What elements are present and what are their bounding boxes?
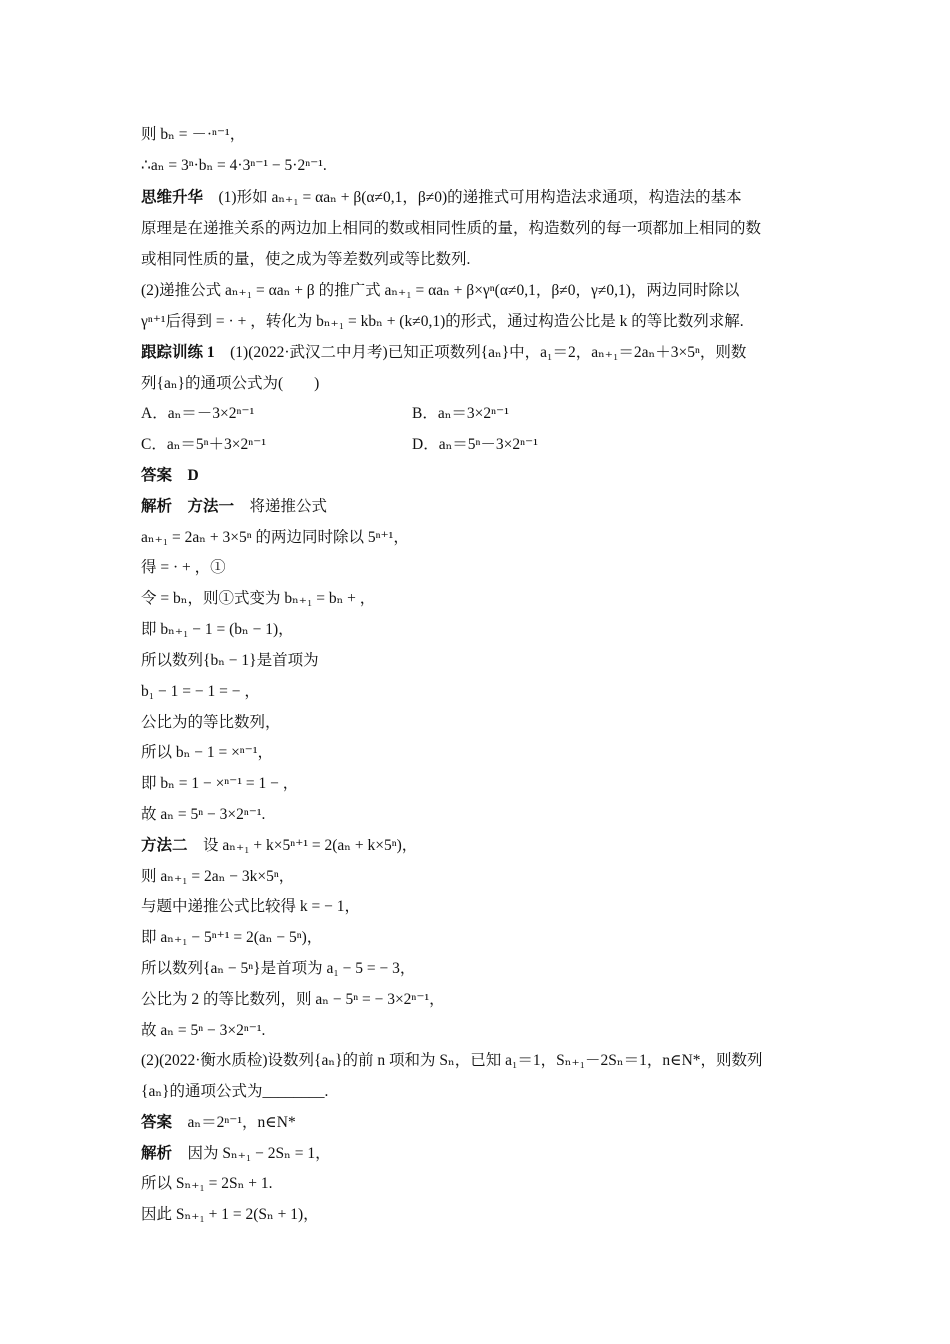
text-line: 则 aₙ₊₁ = 2aₙ − 3k×5ⁿ， <box>141 868 295 885</box>
option-c: C．aₙ＝5ⁿ＋3×2ⁿ⁻¹ <box>141 436 267 453</box>
text-line: 所以 Sₙ₊₁ = 2Sₙ + 1. <box>141 1175 273 1192</box>
analysis-line: 解析 因为 Sₙ₊₁ − 2Sₙ = 1， <box>141 1145 331 1162</box>
text-line: 故 aₙ = 5ⁿ − 3×2ⁿ⁻¹. <box>141 806 266 823</box>
text-line: 即 aₙ₊₁ − 5ⁿ⁺¹ = 2(aₙ − 5ⁿ)， <box>141 929 323 946</box>
text-line: 令 = bₙ，则①式变为 bₙ₊₁ = bₙ + ， <box>141 590 376 607</box>
text-line: 公比为的等比数列， <box>141 714 281 731</box>
text-line: b₁ − 1 = − 1 = − ， <box>141 683 260 700</box>
text-line: 因此 Sₙ₊₁ + 1 = 2(Sₙ + 1)， <box>141 1206 319 1223</box>
option-row <box>141 403 811 425</box>
text-line: aₙ₊₁ = 2aₙ + 3×5ⁿ 的两边同时除以 5ⁿ⁺¹， <box>141 529 409 546</box>
text-line: (2)递推公式 aₙ₊₁ = αaₙ + β 的推广式 aₙ₊₁ = αaₙ + β×γⁿ(α≠0,1，β≠0，γ≠0,1)，两边同时除以 <box>141 282 740 299</box>
text-line: {aₙ}的通项公式为________. <box>141 1083 329 1100</box>
option-b: B．aₙ＝3×2ⁿ⁻¹ <box>412 405 509 422</box>
option-row <box>141 434 811 456</box>
option-a: A．aₙ＝－3×2ⁿ⁻¹ <box>141 405 255 422</box>
text-line: 所以 bₙ − 1 = ×ⁿ⁻¹， <box>141 744 274 761</box>
text-line: 得 = · + ，① <box>141 559 226 576</box>
method-summary-line: 思维升华 (1)形如 aₙ₊₁ = αaₙ + β(α≠0,1，β≠0)的递推式可用构造法求通项，构造法的基本 <box>141 189 742 206</box>
text-line: 故 aₙ = 5ⁿ − 3×2ⁿ⁻¹. <box>141 1022 266 1039</box>
text-line: 即 bₙ = 1 − ×ⁿ⁻¹ = 1 − ， <box>141 775 299 792</box>
option-d: D．aₙ＝5ⁿ－3×2ⁿ⁻¹ <box>412 436 538 453</box>
analysis-line: 解析 方法一 将递推公式 <box>141 498 328 515</box>
text-line: γⁿ⁺¹后得到 = · + ，转化为 bₙ₊₁ = kbₙ + (k≠0,1)的形式，通过构造公比是 k 的等比数列求解. <box>141 313 744 330</box>
question-two-line: (2)(2022·衡水质检)设数列{aₙ}的前 n 项和为 Sₙ，已知 a₁＝1，Sₙ₊₁－2Sₙ＝1，n∈N*，则数列 <box>141 1052 763 1069</box>
text-line: 所以数列{aₙ − 5ⁿ}是首项为 a₁ − 5 = − 3， <box>141 960 416 977</box>
text-line: ∴aₙ = 3ⁿ·bₙ = 4·3ⁿ⁻¹ − 5·2ⁿ⁻¹. <box>141 157 327 174</box>
text-line: 列{aₙ}的通项公式为( ) <box>141 375 320 392</box>
method-two-line: 方法二 设 aₙ₊₁ + k×5ⁿ⁺¹ = 2(aₙ + k×5ⁿ)， <box>141 837 418 854</box>
text-line: 公比为 2 的等比数列，则 aₙ − 5ⁿ = − 3×2ⁿ⁻¹， <box>141 991 445 1008</box>
text-line: 原理是在递推关系的两边加上相同的数或相同性质的量，构造数列的每一项都加上相同的数 <box>141 220 762 237</box>
answer-line: 答案 D <box>141 467 199 484</box>
text-line: 所以数列{bₙ − 1}是首项为 <box>141 652 319 669</box>
answer-line: 答案 aₙ＝2ⁿ⁻¹，n∈N* <box>141 1114 296 1131</box>
exercise-heading-line: 跟踪训练 1 (1)(2022·武汉二中月考)已知正项数列{aₙ}中，a₁＝2，aₙ₊₁＝2aₙ＋3×5ⁿ，则数 <box>141 344 747 361</box>
text-line: 则 bₙ = －·ⁿ⁻¹， <box>141 126 246 143</box>
text-line: 与题中递推公式比较得 k = − 1， <box>141 898 360 915</box>
text-line: 或相同性质的量，使之成为等差数列或等比数列. <box>141 251 471 268</box>
text-line: 即 bₙ₊₁ − 1 = (bₙ − 1)， <box>141 621 294 638</box>
